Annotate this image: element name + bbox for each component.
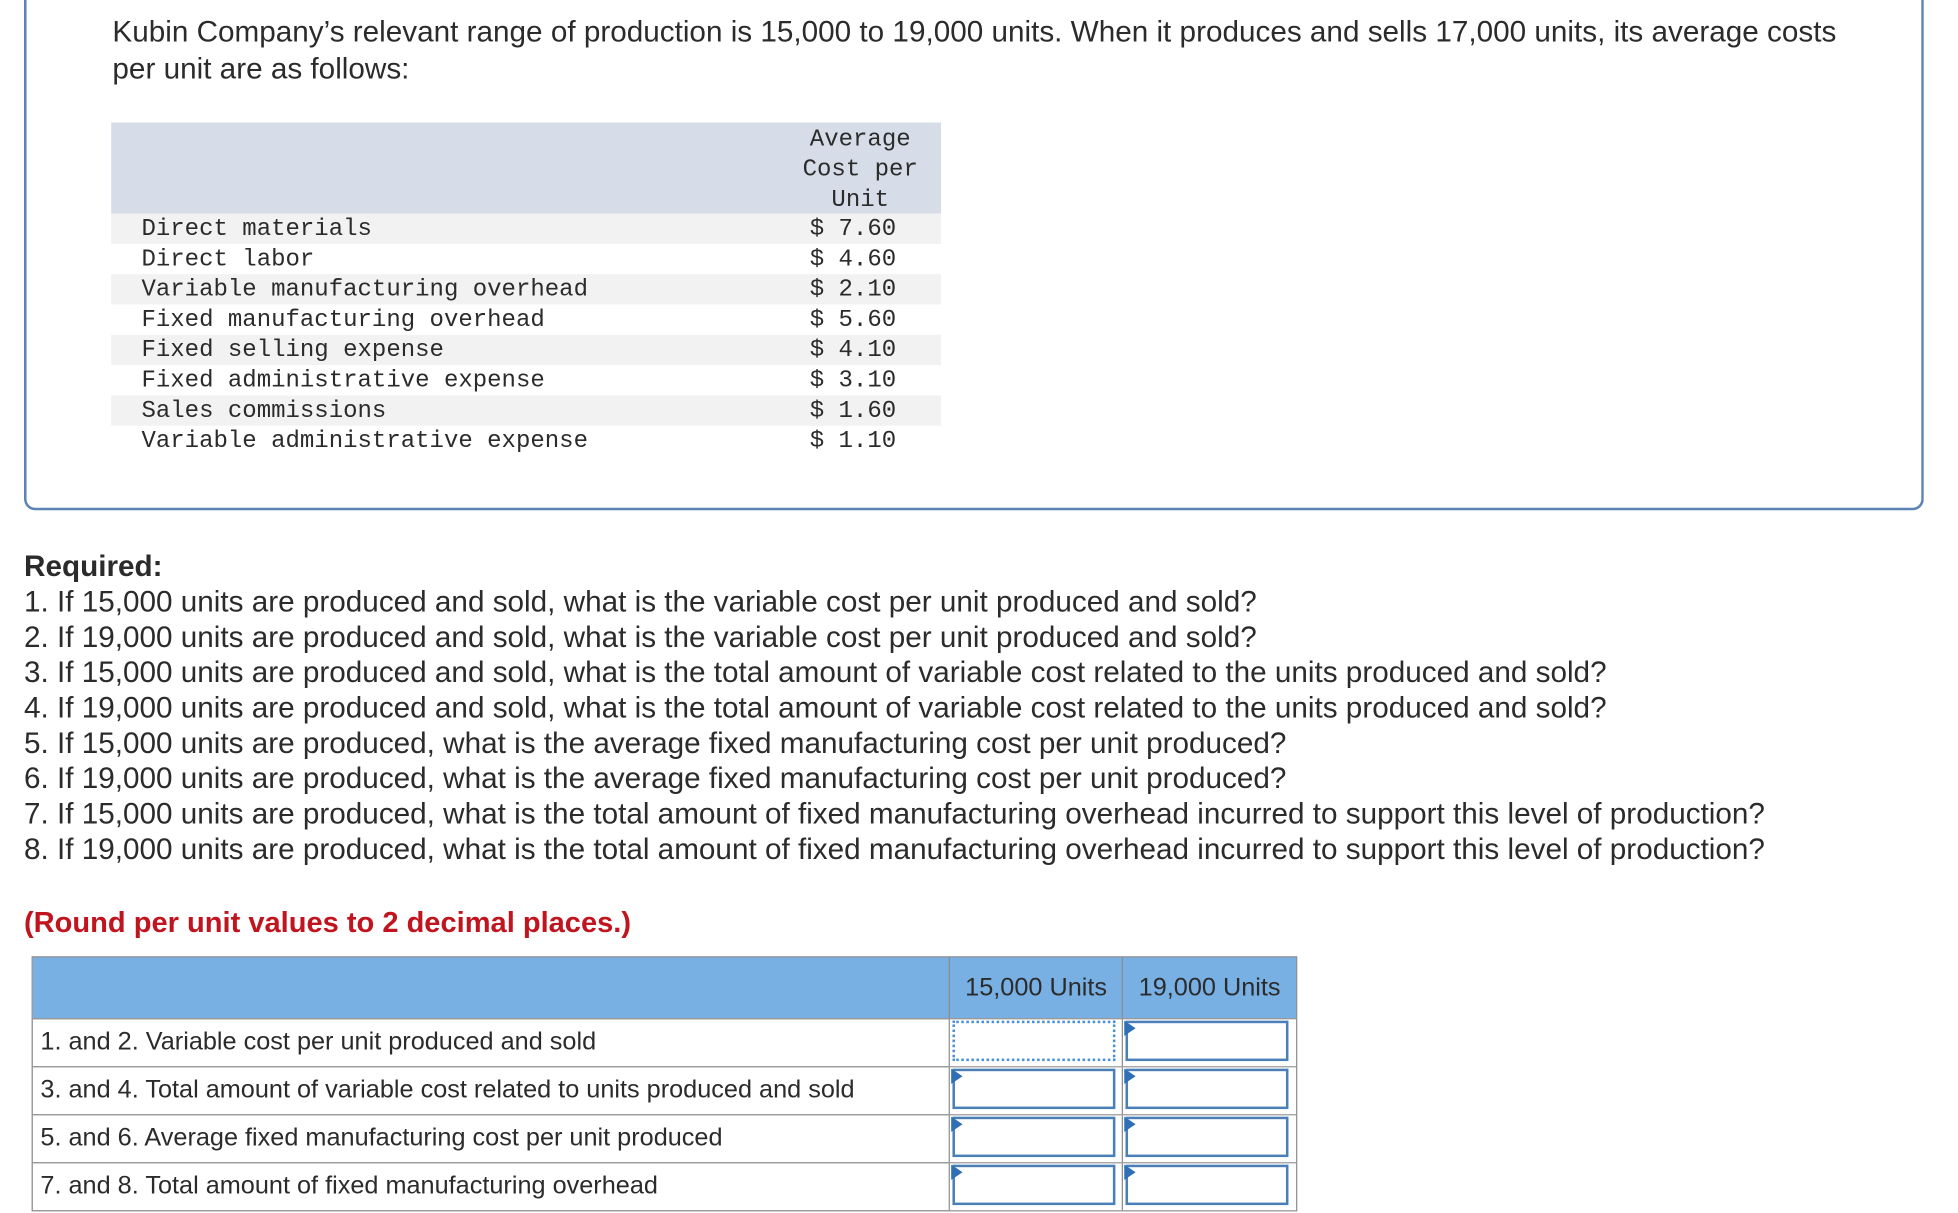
required-title: Required: bbox=[24, 549, 163, 583]
answer-row-label: 7. and 8. Total amount of fixed manufacturing overhead bbox=[33, 1163, 950, 1210]
cost-row bbox=[111, 274, 941, 304]
cost-label: Fixed manufacturing overhead bbox=[141, 305, 545, 334]
required-item: 4. If 19,000 units are produced and sold, what is the total amount of variable cost related to the units produced and sold? bbox=[24, 690, 1607, 724]
answer-row bbox=[33, 1114, 1296, 1162]
cost-row bbox=[111, 395, 941, 425]
cost-row bbox=[111, 213, 941, 243]
cost-row bbox=[111, 244, 941, 274]
cost-value: $ 5.60 bbox=[809, 305, 897, 334]
cost-value: $ 4.10 bbox=[809, 336, 897, 364]
cost-value: $ 7.60 bbox=[809, 214, 897, 243]
required-item: 8. If 19,000 units are produced, what is the total amount of fixed manufacturing overhead incurred to support this level of production? bbox=[24, 832, 1765, 866]
answer-cell bbox=[950, 1019, 1123, 1066]
required-section bbox=[24, 548, 1944, 866]
cost-label: Direct materials bbox=[141, 214, 372, 243]
input-indicator-icon bbox=[952, 1117, 963, 1132]
answer-cell bbox=[1123, 1163, 1296, 1210]
answer-cell bbox=[950, 1163, 1123, 1210]
cost-value: $ 4.60 bbox=[809, 245, 897, 273]
answer-cell bbox=[950, 1067, 1123, 1114]
answer-cell bbox=[1123, 1115, 1296, 1162]
input-indicator-icon bbox=[1124, 1117, 1135, 1132]
required-item: 3. If 15,000 units are produced and sold, what is the total amount of variable cost related to the units produced and sold? bbox=[24, 655, 1607, 689]
answer-row-label: 3. and 4. Total amount of variable cost related to units produced and sold bbox=[33, 1067, 950, 1114]
answer-input-19000[interactable] bbox=[1126, 1117, 1289, 1157]
cost-label: Sales commissions bbox=[141, 396, 387, 425]
input-indicator-icon bbox=[952, 1165, 963, 1180]
answer-table-header bbox=[33, 958, 1296, 1019]
required-item: 1. If 15,000 units are produced and sold, what is the variable cost per unit produced and sold? bbox=[24, 584, 1257, 618]
cost-label: Fixed selling expense bbox=[141, 336, 444, 364]
cost-row bbox=[111, 335, 941, 365]
cost-label: Variable manufacturing overhead bbox=[141, 275, 588, 304]
required-item: 6. If 19,000 units are produced, what is the average fixed manufacturing cost per unit produced? bbox=[24, 761, 1287, 795]
answer-cell bbox=[1123, 1067, 1296, 1114]
answer-input-15000[interactable] bbox=[953, 1117, 1116, 1157]
required-item: 5. If 15,000 units are produced, what is the average fixed manufacturing cost per unit produced? bbox=[24, 726, 1287, 760]
cost-label: Fixed administrative expense bbox=[141, 366, 545, 395]
required-item: 2. If 19,000 units are produced and sold, what is the variable cost per unit produced and sold? bbox=[24, 620, 1257, 654]
cost-value: $ 1.60 bbox=[809, 396, 897, 425]
input-indicator-icon bbox=[952, 1069, 963, 1084]
problem-intro-text: Kubin Company’s relevant range of production is 15,000 to 19,000 units. When it produces and sells 17,000 units, its average costs per unit are as follows: bbox=[112, 15, 1837, 85]
cost-value: $ 2.10 bbox=[809, 275, 897, 304]
answer-table bbox=[32, 956, 1298, 1211]
cost-row bbox=[111, 426, 941, 456]
required-item: 7. If 15,000 units are produced, what is the total amount of fixed manufacturing overhead incurred to support this level of production? bbox=[24, 797, 1765, 830]
cost-table-header bbox=[111, 123, 941, 214]
cost-label: Variable administrative expense bbox=[141, 426, 588, 455]
answer-input-15000[interactable] bbox=[953, 1021, 1116, 1061]
input-indicator-icon bbox=[1124, 1021, 1135, 1036]
input-indicator-icon bbox=[1124, 1165, 1135, 1180]
answer-cell bbox=[950, 1115, 1123, 1162]
cost-value: $ 3.10 bbox=[809, 366, 897, 395]
answer-row-label: 5. and 6. Average fixed manufacturing cost per unit produced bbox=[33, 1115, 950, 1162]
answer-input-15000[interactable] bbox=[953, 1069, 1116, 1109]
answer-input-19000[interactable] bbox=[1126, 1021, 1289, 1061]
cost-row bbox=[111, 304, 941, 334]
answer-row-label: 1. and 2. Variable cost per unit produced and sold bbox=[33, 1019, 950, 1066]
answer-input-19000[interactable] bbox=[1126, 1165, 1289, 1205]
column-header-15000: 15,000 Units bbox=[950, 958, 1123, 1019]
rounding-instruction: (Round per unit values to 2 decimal places.) bbox=[24, 905, 632, 939]
column-header-19000: 19,000 Units bbox=[1138, 973, 1281, 1002]
average-cost-per-unit-header: Average Cost per Unit bbox=[802, 125, 918, 214]
answer-row bbox=[33, 1018, 1296, 1066]
cost-label: Direct labor bbox=[141, 245, 315, 273]
answer-row bbox=[33, 1162, 1296, 1210]
average-cost-table bbox=[111, 123, 941, 456]
answer-input-19000[interactable] bbox=[1126, 1069, 1289, 1109]
cost-value: $ 1.10 bbox=[809, 426, 897, 455]
input-indicator-icon bbox=[1124, 1069, 1135, 1084]
cost-row bbox=[111, 365, 941, 395]
answer-row bbox=[33, 1066, 1296, 1114]
answer-header-blank bbox=[33, 958, 950, 1019]
answer-input-15000[interactable] bbox=[953, 1165, 1116, 1205]
answer-cell bbox=[1123, 1019, 1296, 1066]
